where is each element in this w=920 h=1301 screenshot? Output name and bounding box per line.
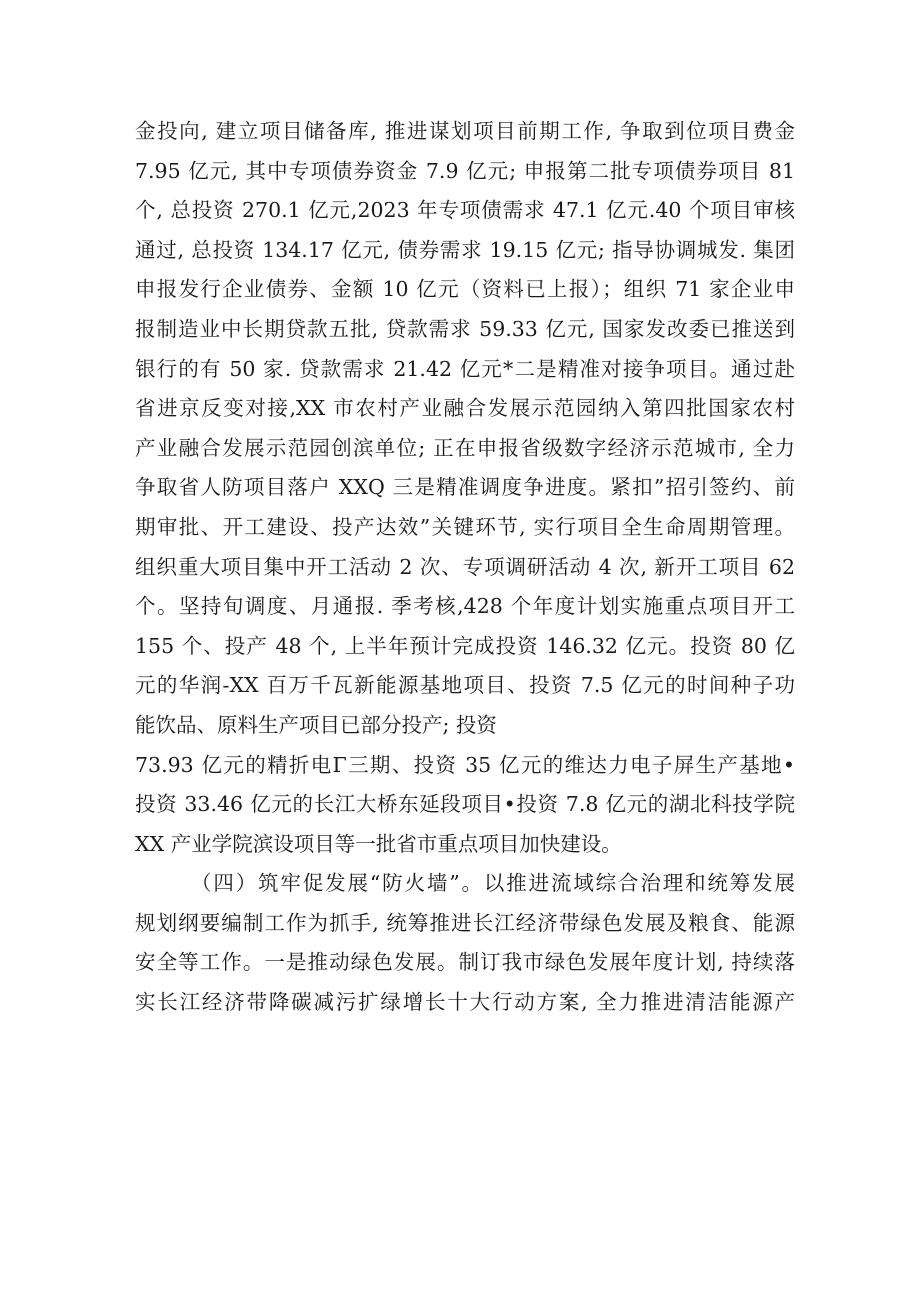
paragraph-line: 产业融合发展示范园创滨单位; 正在申报省级数字经济示范城市, 全力 <box>135 435 795 460</box>
paragraph-line: 报制造业中长期贷款五批, 贷款需求 59.33 亿元, 国家发改委已推送到 <box>135 316 795 341</box>
paragraph-line: 个。坚持旬调度、月通报. 季考核,428 个年度计划实施重点项目开工 <box>135 594 795 619</box>
paragraph-line: 期审批、开工建设、投产达效”关键环节, 实行项目全生命周期管理。 <box>135 514 795 539</box>
paragraph-line: 实长江经济带降碳减污扩绿增长十大行动方案, 全力推进清洁能源产 <box>135 990 795 1015</box>
paragraph-line: 73.93 亿元的精折电Γ三期、投资 35 亿元的维达力电子屏生产基地• <box>135 752 795 777</box>
paragraph-line: 争取省人防项目落户 XXQ 三是精准调度争进度。紧扣”招引签约、前 <box>135 475 795 500</box>
paragraph-line: 省进京反变对接,XX 市农村产业融合发展示范园纳入第四批国家农村 <box>135 396 795 421</box>
paragraph-line: 155 个、投产 48 个, 上半年预计完成投资 146.32 亿元。投资 80 亿 <box>135 633 795 658</box>
paragraph-line: 安全等工作。一是推动绿色发展。制订我市绿色发展年度计划, 持续落 <box>135 950 795 975</box>
paragraph-line: 个, 总投资 270.1 亿元,2023 年专项债需求 47.1 亿元.40 个项目审核 <box>135 198 795 223</box>
paragraph-line: 通过, 总投资 134.17 亿元, 债券需求 19.15 亿元; 指导协调城发. 集团 <box>135 237 795 262</box>
paragraph-line: 规划纲要编制工作为抓手, 统筹推进长江经济带绿色发展及粮食、能源 <box>135 910 795 935</box>
paragraph-line: 金投向, 建立项目储备库, 推进谋划项目前期工作, 争取到位项目费金 <box>135 119 795 143</box>
paragraph-line: XX 产业学院滨设项目等一批省市重点项目加快建设。 <box>135 831 622 856</box>
paragraph-line: 申报发行企业债券、金额 10 亿元（资料已上报）；组织 71 家企业申 <box>135 277 795 302</box>
paragraph-line: 7.95 亿元, 其中专项债券资金 7.9 亿元; 申报第二批专项债券项目 81 <box>135 158 795 183</box>
paragraph-line: 组织重大项目集中开工活动 2 次、专项调研活动 4 次, 新开工项目 62 <box>135 554 795 579</box>
paragraph-line: 元的华润-XX 百万千瓦新能源基地项目、投资 7.5 亿元的时间种子功 <box>135 673 795 698</box>
paragraph-line: 银行的有 50 家. 贷款需求 21.42 亿元*二是精准对接争项目。通过赴 <box>135 356 795 381</box>
paragraph-line: 投资 33.46 亿元的长江大桥东延段项目•投资 7.8 亿元的湖北科技学院 <box>135 792 795 817</box>
paragraph-line: 能饮品、原料生产项目已部分投产; 投资 <box>135 712 497 737</box>
section-heading-line: （四）筑牢促发展“防火墙”。以推进流域综合治理和统筹发展 <box>191 871 795 896</box>
document-body <box>135 112 795 1023</box>
